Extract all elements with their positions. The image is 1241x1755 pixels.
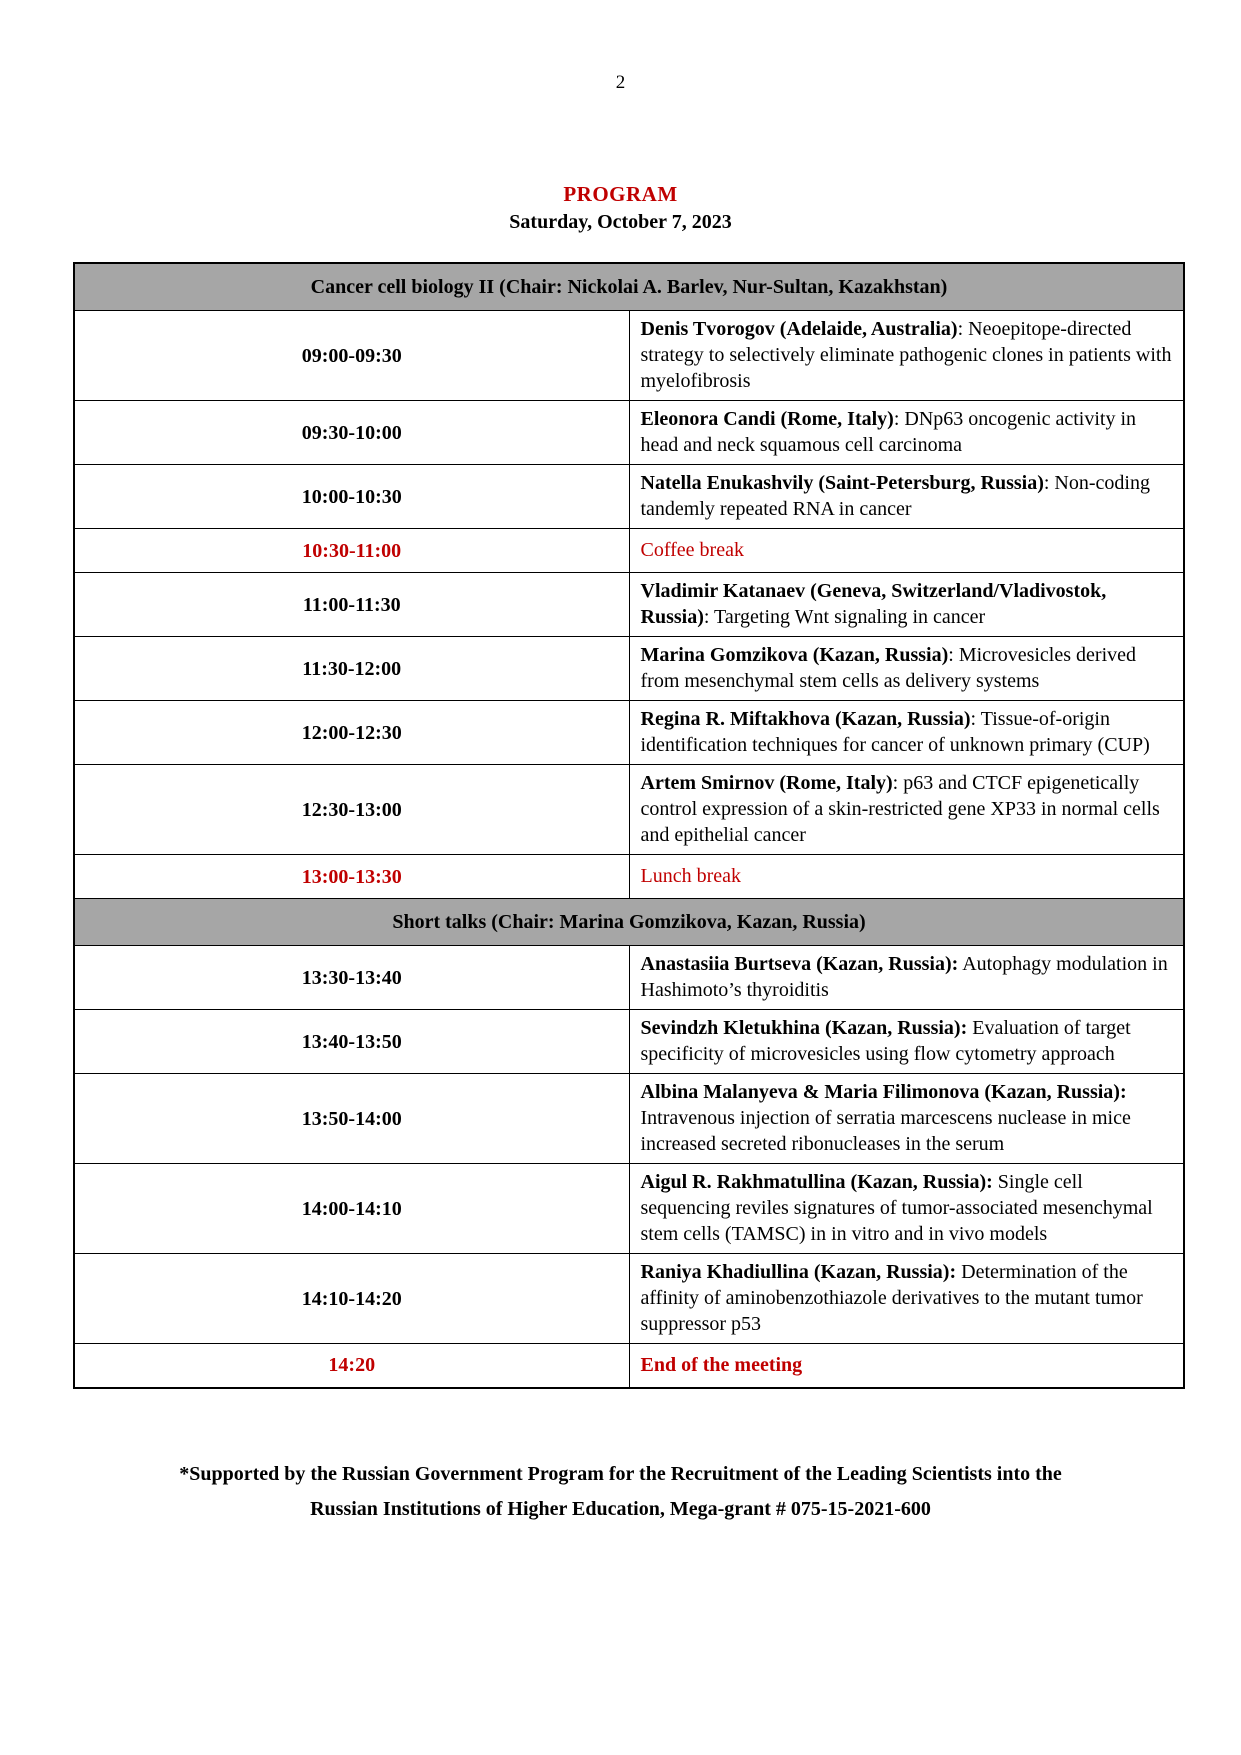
speaker-name: Vladimir Katanaev (Geneva, Switzerland/Vladivostok, Russia) xyxy=(640,580,1107,628)
talk-cell xyxy=(629,311,1184,401)
end-of-meeting-label: End of the meeting xyxy=(629,1344,1184,1388)
time-cell: 12:00-12:30 xyxy=(74,701,629,765)
table-row xyxy=(74,1010,1184,1074)
talk-title: : DNp63 oncogenic activity in head and neck squamous cell carcinoma xyxy=(640,408,1136,456)
talk-title: Evaluation of target specificity of microvesicles using flow cytometry approach xyxy=(640,1017,1131,1065)
footnote-line-1: *Supported by the Russian Government Program for the Recruitment of the Leading Scientists into the xyxy=(179,1462,1062,1485)
page-number: 2 xyxy=(615,72,626,93)
talk-title: : p63 and CTCF epigenetically control expression of a skin-restricted gene XP33 in normal cells and epithelial cancer xyxy=(640,772,1160,846)
talk-title: Autophagy modulation in Hashimoto’s thyroiditis xyxy=(640,953,1168,1001)
time-cell: 09:30-10:00 xyxy=(74,401,629,465)
talk-cell xyxy=(629,1254,1184,1344)
table-row xyxy=(74,465,1184,529)
end-of-meeting-row xyxy=(74,1344,1184,1388)
talk-cell xyxy=(629,573,1184,637)
time-cell: 13:50-14:00 xyxy=(74,1074,629,1164)
table-row xyxy=(74,1074,1184,1164)
speaker-name: Anastasiia Burtseva (Kazan, Russia): xyxy=(640,953,959,975)
support-footnote xyxy=(0,1457,1241,1527)
table-row xyxy=(74,401,1184,465)
table-row xyxy=(74,701,1184,765)
talk-cell xyxy=(629,465,1184,529)
program-date: Saturday, October 7, 2023 xyxy=(509,211,732,233)
speaker-name: Regina R. Miftakhova (Kazan, Russia) xyxy=(640,708,971,730)
footnote-line-2: Russian Institutions of Higher Education, Mega-grant # 075-15-2021-600 xyxy=(310,1497,931,1520)
talk-title: Determination of the affinity of aminobenzothiazole derivatives to the mutant tumor suppressor p53 xyxy=(640,1261,1143,1335)
time-cell: 12:30-13:00 xyxy=(74,765,629,855)
talk-cell xyxy=(629,1164,1184,1254)
speaker-name: Aigul R. Rakhmatullina (Kazan, Russia): xyxy=(640,1171,993,1193)
talk-title: : Non-coding tandemly repeated RNA in cancer xyxy=(640,472,1150,520)
time-cell: 13:40-13:50 xyxy=(74,1010,629,1074)
table-row xyxy=(74,946,1184,1010)
talk-title: : Microvesicles derived from mesenchymal stem cells as delivery systems xyxy=(640,644,1136,692)
time-cell: 13:00-13:30 xyxy=(74,855,629,899)
speaker-name: Marina Gomzikova (Kazan, Russia) xyxy=(640,644,949,666)
talk-title: : Tissue-of-origin identification techniques for cancer of unknown primary (CUP) xyxy=(640,708,1150,756)
break-label: Coffee break xyxy=(629,529,1184,573)
time-cell: 11:00-11:30 xyxy=(74,573,629,637)
talk-cell xyxy=(629,401,1184,465)
break-label: Lunch break xyxy=(629,855,1184,899)
time-cell: 11:30-12:00 xyxy=(74,637,629,701)
table-row xyxy=(74,1164,1184,1254)
speaker-name: Natella Enukashvily (Saint-Petersburg, Russia) xyxy=(640,472,1044,494)
talk-title: Intravenous injection of serratia marcescens nuclease in mice increased secreted ribonucleases in the serum xyxy=(640,1107,1131,1155)
talk-title: : Neoepitope-directed strategy to selectively eliminate pathogenic clones in patients with myelofibrosis xyxy=(640,318,1172,392)
talk-cell xyxy=(629,1074,1184,1164)
speaker-name: Sevindzh Kletukhina (Kazan, Russia): xyxy=(640,1017,968,1039)
speaker-name: Eleonora Candi (Rome, Italy) xyxy=(640,408,894,430)
table-row xyxy=(74,637,1184,701)
table-row xyxy=(74,1254,1184,1344)
speaker-name: Artem Smirnov (Rome, Italy) xyxy=(640,772,893,794)
speaker-name: Raniya Khadiullina (Kazan, Russia): xyxy=(640,1261,957,1283)
talk-cell xyxy=(629,946,1184,1010)
time-cell: 10:30-11:00 xyxy=(74,529,629,573)
table-row xyxy=(74,311,1184,401)
talk-cell xyxy=(629,637,1184,701)
program-table xyxy=(73,262,1185,1389)
session-header-row xyxy=(74,899,1184,946)
session-header-row xyxy=(74,263,1184,311)
talk-title: : Targeting Wnt signaling in cancer xyxy=(703,606,986,628)
table-row xyxy=(74,765,1184,855)
session-1-header: Cancer cell biology II (Chair: Nickolai A. Barlev, Nur-Sultan, Kazakhstan) xyxy=(74,263,1184,311)
time-cell: 14:00-14:10 xyxy=(74,1164,629,1254)
coffee-break-row xyxy=(74,529,1184,573)
talk-cell xyxy=(629,1010,1184,1074)
speaker-name: Denis Tvorogov (Adelaide, Australia) xyxy=(640,318,958,340)
lunch-break-row xyxy=(74,855,1184,899)
time-cell: 10:00-10:30 xyxy=(74,465,629,529)
time-cell: 14:10-14:20 xyxy=(74,1254,629,1344)
time-cell: 09:00-09:30 xyxy=(74,311,629,401)
speaker-name: Albina Malanyeva & Maria Filimonova (Kazan, Russia): xyxy=(640,1081,1127,1103)
session-2-header: Short talks (Chair: Marina Gomzikova, Kazan, Russia) xyxy=(74,899,1184,946)
time-cell: 14:20 xyxy=(74,1344,629,1388)
talk-cell xyxy=(629,765,1184,855)
time-cell: 13:30-13:40 xyxy=(74,946,629,1010)
talk-title: Single cell sequencing reviles signatures of tumor-associated mesenchymal stem cells (TAMSC) in in vitro and in vivo models xyxy=(640,1171,1153,1245)
talk-cell xyxy=(629,701,1184,765)
table-row xyxy=(74,573,1184,637)
program-title: PROGRAM xyxy=(563,182,678,206)
